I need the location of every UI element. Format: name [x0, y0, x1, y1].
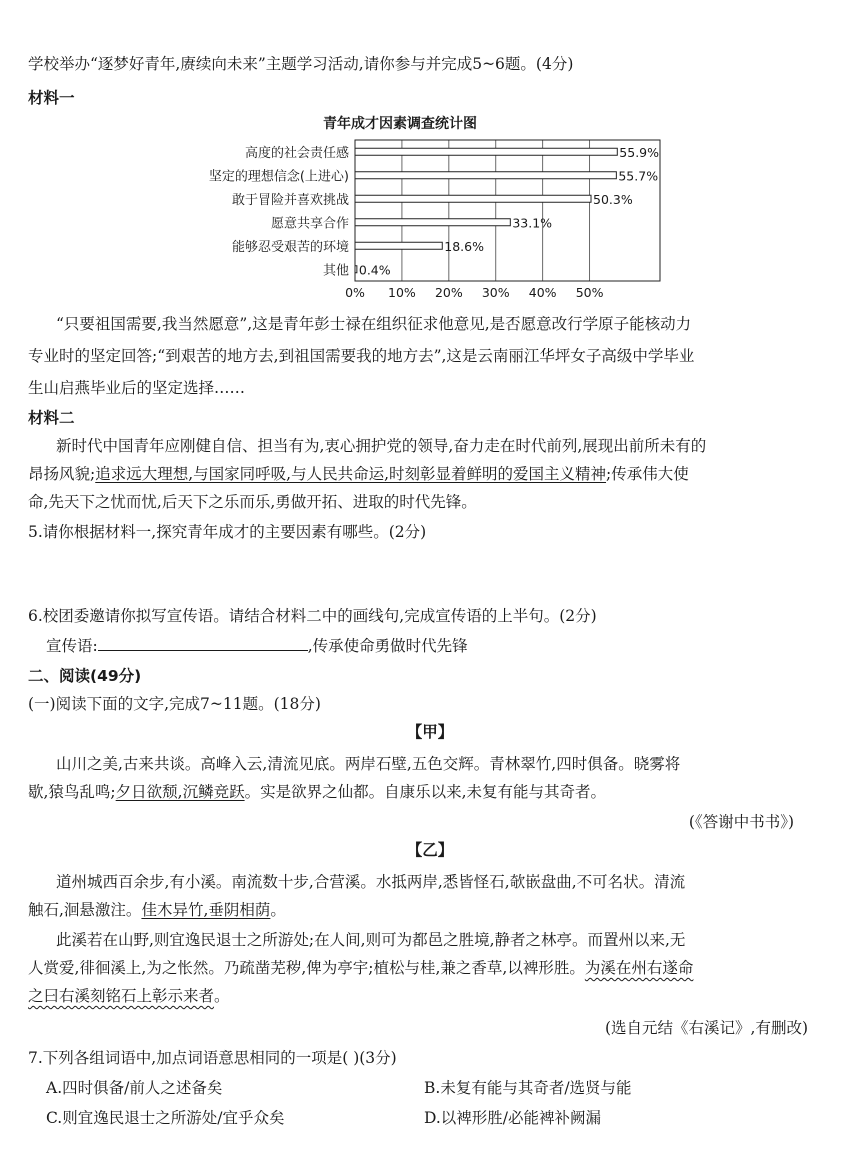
category-label: 敢于冒险并喜欢挑战	[231, 192, 349, 208]
material2-line3: 命,先天下之忧而忧,后天下之乐而乐,勇做开拓、进取的时代先锋。	[28, 493, 477, 511]
section-2-heading: 二、阅读(49分)	[28, 667, 142, 685]
material1-line2: 专业时的坚定回答;“到艰苦的地方去,到祖国需要我的地方去”,这是云南丽江华坪女子高级中学毕业	[28, 347, 695, 365]
yi-line5-end: 。	[214, 987, 230, 1005]
yi-line2	[28, 898, 286, 920]
jia-underlined-sentence: 夕日欲颓,沉鳞竞跃	[115, 783, 245, 801]
plot-frame	[355, 140, 660, 281]
x-tick-label: 50%	[575, 285, 604, 300]
yi-underlined-sentence: 佳木异竹,垂阴相荫	[141, 901, 271, 919]
value-label: 0.4%	[358, 262, 391, 278]
part-1-instruction: (一)阅读下面的文字,完成7~11题。(18分)	[28, 695, 321, 713]
category-label: 高度的社会责任感	[244, 145, 349, 161]
material1-line3: 生山启燕毕业后的坚定选择……	[28, 379, 246, 397]
category-label: 能够忍受艰苦的环境	[231, 239, 349, 255]
slogan-answer-blank[interactable]	[98, 636, 308, 651]
x-tick-label: 0%	[345, 285, 365, 300]
yi-wavy-sentence-part2: 之曰右溪刻铭石上彰示来者	[28, 987, 215, 1005]
bar	[355, 219, 510, 226]
slogan-rest: ,传承使命勇做时代先锋	[307, 637, 468, 655]
jia-source: (《答谢中书书》)	[688, 813, 794, 831]
question-6: 6.校团委邀请你拟写宣传语。请结合材料二中的画线句,完成宣传语的上半句。(2分)	[28, 607, 597, 625]
yi-line1: 道州城西百余步,有小溪。南流数十步,合营溪。水抵两岸,悉皆怪石,欹嵌盘曲,不可名状。清流	[56, 873, 686, 891]
chart-title: 青年成才因素调查统计图	[323, 116, 477, 132]
yi-title: 【乙】	[406, 841, 454, 859]
material2-heading: 材料二	[28, 409, 75, 427]
yi-wavy-sentence-part1: 为溪在州右遂命	[584, 959, 694, 977]
jia-line1: 山川之美,古来共谈。高峰入云,清流见底。两岸石壁,五色交辉。青林翠竹,四时俱备。晓雾将	[56, 755, 681, 773]
yi-line4	[28, 956, 693, 978]
yi-line2-end: 。	[270, 901, 286, 919]
question-7: 7.下列各组词语中,加点词语意思相同的一项是( )(3分)	[28, 1049, 397, 1067]
question-5: 5.请你根据材料一,探究青年成才的主要因素有哪些。(2分)	[28, 523, 427, 541]
value-label: 33.1%	[512, 215, 553, 231]
x-tick-label: 10%	[388, 285, 416, 300]
option-b[interactable]: B.未复有能与其奇者/选贤与能	[424, 1079, 632, 1097]
material2-line1: 新时代中国青年应刚健自信、担当有为,衷心拥护党的领导,奋力走在时代前列,展现出前所未有的	[56, 437, 707, 455]
bar	[355, 266, 357, 273]
option-a[interactable]: A.四时俱备/前人之述备矣	[46, 1079, 223, 1097]
bar	[355, 195, 591, 202]
slogan-label: 宣传语:	[46, 637, 98, 655]
x-tick-label: 20%	[434, 285, 463, 300]
material2-line2	[28, 462, 689, 484]
intro-text: 学校举办“逐梦好青年,赓续向未来”主题学习活动,请你参与并完成5~6题。(4分)	[28, 55, 574, 73]
bar	[355, 242, 442, 249]
material1-heading: 材料一	[28, 89, 75, 107]
jia-line2	[28, 780, 606, 802]
material2-underlined-sentence: 追求远大理想,与国家同呼吸,与人民共命运,时刻彰显着鲜明的爱国主义精神	[95, 465, 607, 483]
yi-line3: 此溪若在山野,则宜逸民退士之所游处;在人间,则可为都邑之胜境,静者之林亭。而置州以来,无	[56, 931, 686, 949]
yi-line2-start: 触石,洄悬激注。	[28, 901, 142, 919]
jia-line2-start: 歇,猿鸟乱鸣;	[28, 783, 116, 801]
slogan-line	[46, 634, 468, 656]
factor-chart	[150, 108, 710, 308]
value-label: 18.6%	[444, 238, 484, 254]
option-d[interactable]: D.以裨形胜/必能裨补阙漏	[424, 1109, 602, 1127]
value-label: 50.3%	[593, 191, 633, 207]
x-tick-label: 30%	[481, 285, 510, 300]
value-label: 55.7%	[618, 168, 659, 184]
material2-line2-start: 昂扬风貌;	[28, 465, 96, 483]
jia-line2-end: 。实是欲界之仙都。自康乐以来,未复有能与其奇者。	[244, 783, 607, 801]
material2-line2-end: ;传承伟大使	[606, 465, 689, 483]
category-label: 其他	[322, 263, 349, 279]
category-label: 坚定的理想信念(上进心)	[208, 169, 349, 185]
yi-source: (选自元结《右溪记》,有删改)	[604, 1019, 808, 1037]
bar	[355, 148, 617, 155]
option-c[interactable]: C.则宜逸民退士之所游处/宜乎众矣	[46, 1109, 285, 1127]
yi-line5	[28, 984, 230, 1006]
category-label: 愿意共享合作	[270, 216, 349, 232]
yi-line4-start: 人赏爱,徘徊溪上,为之怅然。乃疏凿芜秽,俾为亭宇;植松与桂,兼之香草,以裨形胜。	[28, 959, 585, 977]
bar	[355, 172, 616, 179]
jia-title: 【甲】	[406, 723, 454, 741]
x-tick-label: 40%	[528, 285, 557, 300]
value-label: 55.9%	[619, 144, 660, 160]
material1-line1: “只要祖国需要,我当然愿意”,这是青年彭士禄在组织征求他意见,是否愿意改行学原子能核动力	[56, 315, 692, 333]
